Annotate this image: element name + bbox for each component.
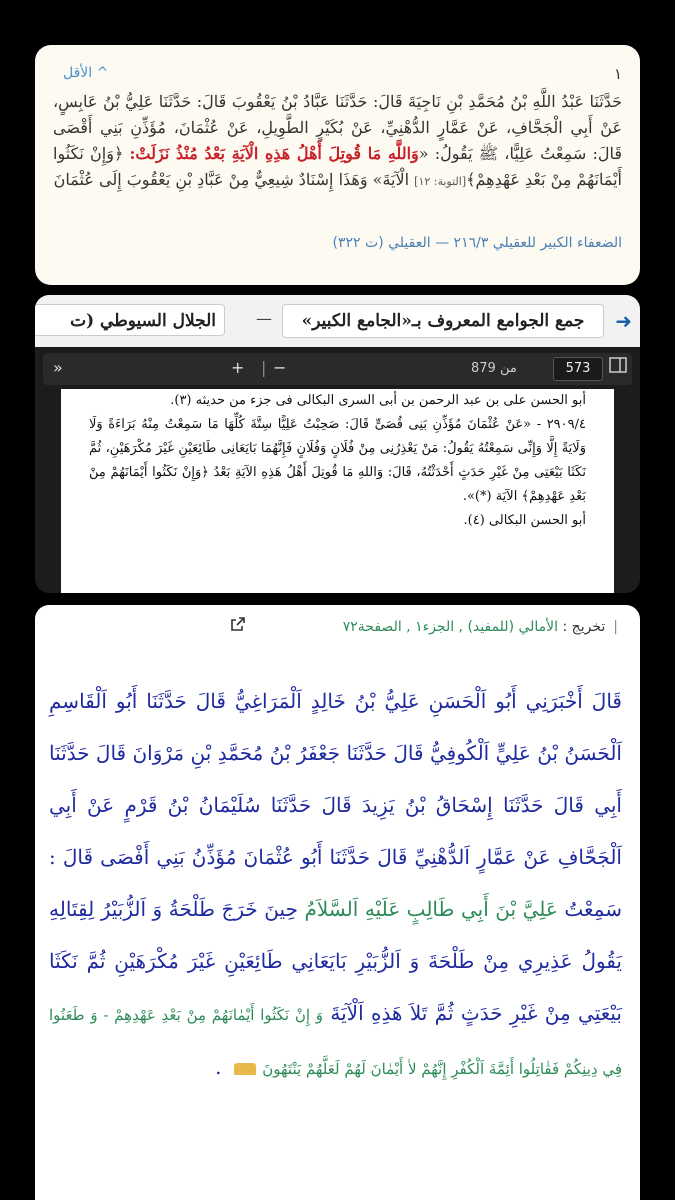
pdf-page [61, 389, 614, 593]
page-number-input[interactable]: 573 [553, 357, 603, 381]
author-tab[interactable]: الجلال السيوطي (ت [35, 304, 225, 336]
hadith-text [53, 89, 622, 195]
back-arrow-icon[interactable]: ➜ [615, 309, 632, 333]
pdf-page-text [89, 389, 586, 533]
quran-verse: وَ إِنْ نَكَثُوا أَيْمٰانَهُمْ مِنْ بَعْدِ عَهْدِهِمْ - وَ طَعَنُوا فِي دِينِكُمْ فَقٰاتِلُوا أَئِمَّةَ اَلْكُفْرِ إِنَّهُمْ لاٰ أَيْمٰانَ لَهُمْ لَعَلَّهُمْ يَنْتَهُونَ [49, 1006, 622, 1078]
open-book-icon [234, 1063, 256, 1075]
quran-verse: ﴿وَإِنْ نَكَثُوا أَيْمَانَهُمْ مِنْ بَعْدِ عَهْدِهِمْ﴾ [53, 144, 622, 189]
tab-separator: — [256, 309, 272, 328]
hadith-card-mufid [35, 605, 640, 1200]
hadith-card-aqili [35, 45, 640, 285]
takhrij-source-link[interactable]: الأمالي (للمفيد) , الجزء١ , الصفحة٧٢ [342, 619, 559, 635]
source-link[interactable]: الضعفاء الكبير للعقيلي ٢١٦/٣ — العقيلي (ت ٣٢٢) [332, 235, 622, 251]
end-mark: . [215, 1055, 228, 1079]
hadith-matn: حِينَ خَرَجَ طَلْحَةُ وَ اَلزُّبَيْرُ لِقِتَالِهِ يَقُولُ عَذِيرِي مِنْ طَلْحَةَ وَ اَلزُّبَيْرِ بَايَعَانِي طَائِعَيْنِ غَيْرَ مُكْرَهَيْنِ ثُمَّ نَكَثَا بَيْعَتِي مِنْ غَيْرِ حَدَثٍ ثُمَّ تَلاَ هَذِهِ اَلْآيَةَ [49, 897, 622, 1025]
imam-name: عَلِيَّ بْنَ أَبِي طَالِبٍ عَلَيْهِ اَلسَّلاَمُ [304, 897, 558, 921]
hadith-body [49, 675, 622, 1095]
pdf-viewer-card [35, 295, 640, 593]
hadith-comment: الْآيَةَ» وَهَذَا إِسْنَادٌ شِيعِيٌّ مِنْ عَبَّادِ بْنِ يَعْقُوبَ إِلَى عُثْمَانَ [53, 170, 415, 189]
zoom-in-button[interactable]: + [231, 358, 245, 377]
double-chevron-icon[interactable]: » [53, 358, 63, 377]
pdf-line-3: أبو الحسن البكالى (٤). [463, 513, 586, 528]
hadith-isnad: حَدَّثَنَا عَبْدُ اللَّهِ بْنُ مُحَمَّدِ بْنِ نَاجِيَةَ قَالَ: حَدَّثَنَا عَبَّادُ بْنُ يَعْقُوبَ قَالَ: حَدَّثَنَا عَلِيُّ بْنُ عَابِسٍ، عَنْ أَبِي الْجَحَّافِ، عَنْ عَمَّارٍ الدُّهْنِيِّ، عَنْ بُكَيْرٍ الطَّوِيلِ، عَنْ عُثْمَانَ، مُؤَذِّنِ بَنِي أَقْصَى قَالَ: سَمِعْتُ عَلِيًّا، ﷺ يَقُولُ: « [53, 92, 622, 163]
show-less-toggle[interactable]: الأقل ^ [63, 65, 109, 81]
zoom-out-button[interactable]: − [273, 358, 287, 377]
header-divider: | [613, 619, 618, 635]
takhrij-header [343, 619, 618, 635]
pdf-line-1: أبو الحسن على بن عبد الرحمن بن أبى السرى البكالى فى جزء من حديثه (٣). [170, 393, 586, 408]
toolbar-divider: | [261, 358, 267, 377]
hadith-highlight: وَاللَّهِ مَا قُوتِلَ أَهْلُ هَذِهِ الْآيَةِ بَعْدُ مُنْذُ نَزَلَتْ: [129, 144, 419, 163]
external-link-icon[interactable] [231, 617, 245, 635]
hadith-isnad: قَالَ أَخْبَرَنِي أَبُو اَلْحَسَنِ عَلِيُّ بْنُ خَالِدٍ اَلْمَرَاغِيُّ قَالَ حَدَّثَنَا أَبُو اَلْقَاسِمِ اَلْحَسَنُ بْنُ عَلِيٍّ اَلْكُوفِيُّ قَالَ حَدَّثَنَا جَعْفَرُ بْنُ مُحَمَّدِ بْنِ مَرْوَانَ قَالَ حَدَّثَنَا أَبِي قَالَ حَدَّثَنَا إِسْحَاقُ بْنُ يَزِيدَ قَالَ حَدَّثَنَا سُلَيْمَانُ بْنُ قَرْمٍ عَنْ أَبِي اَلْجَحَّافِ عَنْ عَمَّارٍ اَلدُّهْنِيِّ قَالَ حَدَّثَنَا أَبُو عُثْمَانَ مُؤَذِّنُ بَنِي أَفْصَى قَالَ : سَمِعْتُ [49, 689, 623, 921]
hadith-number: ١ [613, 65, 622, 83]
pdf-hadith: ٢٩٠٩/٤ - «عَنْ عُثْمَانَ مُؤَذِّنِ بَنِى قُصَىٍّ قَالَ: صَحِبْتُ عَلِيًّا سِتَّةَ كُلِّهَا مَا سَمِعْتُ مِنْهُ بَرَاءَةً وَلَا وَلَايَةً إِلَّا وَإِنِّى سَمِعْتُهُ يَقُولُ: مَنْ يَعْذِرُنِى مِنْ فُلَانٍ وَفُلَانٍ فَإِنَّهُمَا بَايَعَانِى طَائِعَيْنِ غَيْرَ مُكْرَهَيْنِ، ثُمَّ نَكَثَا بَيْعَتِى مِنْ غَيْرِ حَدَثٍ أَحْدَثْتُهُ، قَالَ: وَاللهِ مَا قُوتِلَ أَهْلُ هَذِهِ الآيَةِ بَعْدُ ﴿وَإِنْ نَكَثُوا أَيْمَانَهُمْ مِنْ بَعْدِ عَهْدِهِمْ﴾ الآيَة (*)». [89, 417, 586, 504]
sidebar-toggle-icon[interactable] [609, 357, 627, 377]
takhrij-label: تخريج : [562, 619, 606, 635]
book-title-tab[interactable]: جمع الجوامع المعروف بـ«الجامع الكبير» [282, 304, 604, 338]
pdf-toolbar [43, 353, 632, 385]
verse-reference: [التوبة: ١٢] [414, 175, 467, 188]
page-total: من 879 [471, 361, 517, 376]
book-tab-bar [35, 295, 640, 347]
